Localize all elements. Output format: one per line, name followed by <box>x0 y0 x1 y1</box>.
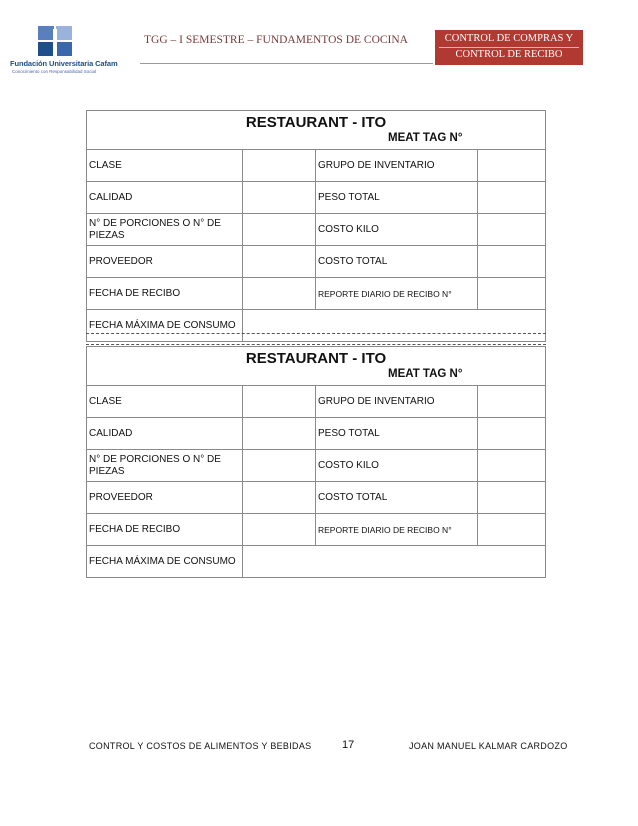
grupo-value-field[interactable] <box>478 150 545 181</box>
meat-tag-form-2 <box>86 346 546 578</box>
section-box <box>435 30 583 65</box>
costo-total-label: COSTO TOTAL <box>316 482 478 513</box>
form-row <box>87 150 545 182</box>
calidad-label: CALIDAD <box>87 418 243 449</box>
form-row <box>87 182 545 214</box>
porciones-label: N° DE PORCIONES O N° DE PIEZAS <box>87 450 243 481</box>
reporte-value-field[interactable] <box>478 514 545 545</box>
calidad-value-field[interactable] <box>243 418 316 449</box>
costo-total-value-field[interactable] <box>478 246 545 277</box>
fecha-maxima-label: FECHA MÁXIMA DE CONSUMO <box>87 310 243 341</box>
form-row <box>87 546 545 577</box>
form-row <box>87 278 545 310</box>
clase-label: CLASE <box>87 386 243 417</box>
grupo-label: GRUPO DE INVENTARIO <box>316 386 478 417</box>
proveedor-value-field[interactable] <box>243 246 316 277</box>
clase-label: CLASE <box>87 150 243 181</box>
form-row <box>87 310 545 341</box>
reporte-value-field[interactable] <box>478 278 545 309</box>
form-row <box>87 246 545 278</box>
proveedor-label: PROVEEDOR <box>87 246 243 277</box>
form-row <box>87 214 545 246</box>
page-number: 17 <box>342 739 355 751</box>
fecha-maxima-value-field[interactable] <box>243 546 545 577</box>
logo-tagline: Conocimiento con Responsabilidad Social <box>12 69 97 74</box>
peso-value-field[interactable] <box>478 182 545 213</box>
form-row <box>87 386 545 418</box>
costo-total-label: COSTO TOTAL <box>316 246 478 277</box>
footer-author: JOAN MANUEL KALMAR CARDOZO <box>409 741 568 751</box>
header-title: TGG – I SEMESTRE – FUNDAMENTOS DE COCINA <box>144 34 408 46</box>
cut-line <box>86 333 546 334</box>
meat-tag-form-1 <box>86 110 546 342</box>
proveedor-label: PROVEEDOR <box>87 482 243 513</box>
grupo-label: GRUPO DE INVENTARIO <box>316 150 478 181</box>
costo-total-value-field[interactable] <box>478 482 545 513</box>
restaurant-name: RESTAURANT - ITO <box>245 114 387 131</box>
fecha-recibo-value-field[interactable] <box>243 278 316 309</box>
calidad-value-field[interactable] <box>243 182 316 213</box>
peso-value-field[interactable] <box>478 418 545 449</box>
form-row <box>87 418 545 450</box>
grupo-value-field[interactable] <box>478 386 545 417</box>
form-row <box>87 514 545 546</box>
university-logo-icon <box>38 26 74 58</box>
costo-kilo-label: COSTO KILO <box>316 214 478 245</box>
peso-label: PESO TOTAL <box>316 182 478 213</box>
section-box-line2: CONTROL DE RECIBO <box>455 49 563 60</box>
logo-name: Fundación Universitaria Cafam <box>10 59 118 68</box>
costo-kilo-value-field[interactable] <box>478 214 545 245</box>
form-row <box>87 450 545 482</box>
meat-tag-number-label: MEAT TAG N° <box>388 368 463 380</box>
section-box-line1: CONTROL DE COMPRAS Y <box>444 33 574 44</box>
porciones-label: N° DE PORCIONES O N° DE PIEZAS <box>87 214 243 245</box>
costo-kilo-value-field[interactable] <box>478 450 545 481</box>
section-box-divider <box>439 47 579 48</box>
costo-kilo-label: COSTO KILO <box>316 450 478 481</box>
clase-value-field[interactable] <box>243 150 316 181</box>
meat-tag-number-label: MEAT TAG N° <box>388 132 463 144</box>
reporte-label: REPORTE DIARIO DE RECIBO N° <box>316 278 478 309</box>
calidad-label: CALIDAD <box>87 182 243 213</box>
porciones-value-field[interactable] <box>243 450 316 481</box>
header-rule <box>140 63 433 64</box>
cut-line <box>86 344 546 345</box>
proveedor-value-field[interactable] <box>243 482 316 513</box>
tag-title <box>87 347 545 386</box>
restaurant-name: RESTAURANT - ITO <box>245 350 387 367</box>
fecha-recibo-label: FECHA DE RECIBO <box>87 514 243 545</box>
fecha-maxima-value-field[interactable] <box>243 310 545 341</box>
logo <box>8 26 138 74</box>
peso-label: PESO TOTAL <box>316 418 478 449</box>
fecha-maxima-label: FECHA MÁXIMA DE CONSUMO <box>87 546 243 577</box>
clase-value-field[interactable] <box>243 386 316 417</box>
reporte-label: REPORTE DIARIO DE RECIBO N° <box>316 514 478 545</box>
footer-course: CONTROL Y COSTOS DE ALIMENTOS Y BEBIDAS <box>89 741 312 751</box>
fecha-recibo-value-field[interactable] <box>243 514 316 545</box>
tag-title <box>87 111 545 150</box>
form-row <box>87 482 545 514</box>
fecha-recibo-label: FECHA DE RECIBO <box>87 278 243 309</box>
porciones-value-field[interactable] <box>243 214 316 245</box>
